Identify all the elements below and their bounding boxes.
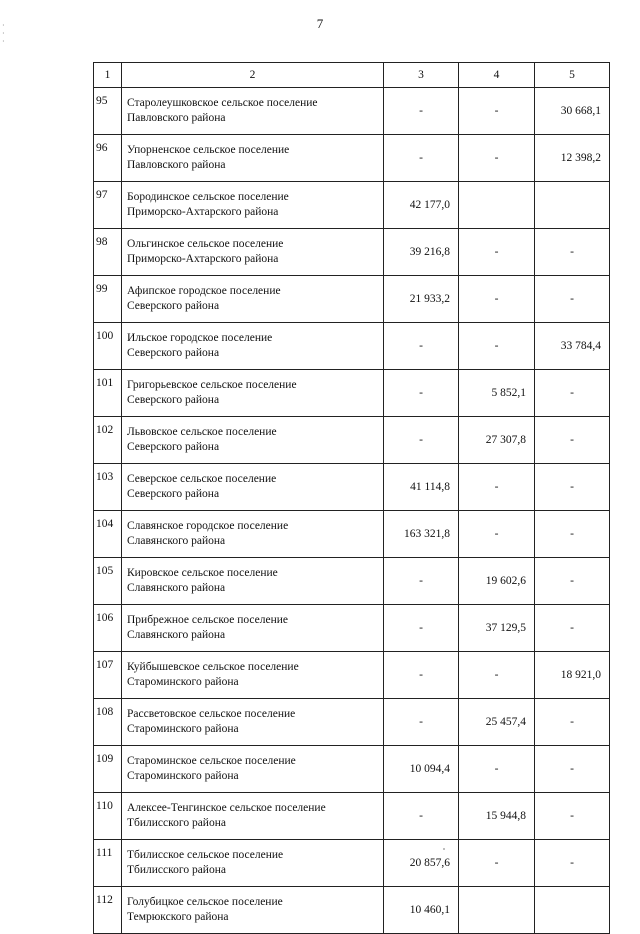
page-number: 7 xyxy=(316,16,324,31)
settlement-name-line2: Славянского района xyxy=(127,582,226,594)
settlement-name-line1: Григорьевское сельское поселение xyxy=(127,379,297,391)
scan-speck xyxy=(443,848,445,850)
value-col4: - xyxy=(459,88,535,135)
settlement-name-line1: Тбилисское сельское поселение xyxy=(127,849,284,861)
value-col5: - xyxy=(535,417,610,464)
settlement-name-line2: Павловского района xyxy=(127,159,226,171)
row-number: 98 xyxy=(94,229,122,276)
row-number: 111 xyxy=(94,840,122,887)
row-number: 108 xyxy=(94,699,122,746)
value-col4: 19 602,6 xyxy=(459,558,535,605)
settlement-name xyxy=(122,511,384,558)
settlement-name xyxy=(122,135,384,182)
value-col5: 30 668,1 xyxy=(535,88,610,135)
settlement-name-line1: Старолеушковское сельское поселение xyxy=(127,97,318,109)
value-col4: 27 307,8 xyxy=(459,417,535,464)
row-number: 100 xyxy=(94,323,122,370)
value-col5: 12 398,2 xyxy=(535,135,610,182)
row-number: 96 xyxy=(94,135,122,182)
value-col5: - xyxy=(535,746,610,793)
table-row xyxy=(94,511,610,558)
settlement-name xyxy=(122,558,384,605)
value-col4: - xyxy=(459,511,535,558)
settlement-name-line1: Рассветовское сельское поселение xyxy=(127,708,296,720)
table-row xyxy=(94,370,610,417)
settlement-name-line2: Приморско-Ахтарского района xyxy=(127,206,279,218)
settlement-name-line1: Куйбышевское сельское поселение xyxy=(127,661,299,673)
column-header: 5 xyxy=(535,63,610,88)
row-number: 99 xyxy=(94,276,122,323)
settlement-name-line1: Алексее-Тенгинское сельское поселение xyxy=(127,802,326,814)
table-row xyxy=(94,323,610,370)
value-col4: 37 129,5 xyxy=(459,605,535,652)
value-col4: 5 852,1 xyxy=(459,370,535,417)
value-col3: - xyxy=(384,558,459,605)
value-col4: 15 944,8 xyxy=(459,793,535,840)
value-col3: 10 460,1 xyxy=(384,887,459,934)
row-number: 103 xyxy=(94,464,122,511)
table-row xyxy=(94,746,610,793)
value-col5: - xyxy=(535,276,610,323)
settlement-name-line2: Павловского района xyxy=(127,112,226,124)
row-number: 102 xyxy=(94,417,122,464)
column-header: 2 xyxy=(122,63,384,88)
value-col5 xyxy=(535,887,610,934)
value-col4 xyxy=(459,182,535,229)
settlement-name xyxy=(122,182,384,229)
settlement-name-line1: Прибрежное сельское поселение xyxy=(127,614,288,626)
row-number: 95 xyxy=(94,88,122,135)
settlement-name-line2: Северского района xyxy=(127,441,220,453)
row-number: 109 xyxy=(94,746,122,793)
settlement-name xyxy=(122,699,384,746)
settlement-name-line2: Славянского района xyxy=(127,629,226,641)
table-row xyxy=(94,229,610,276)
column-header: 3 xyxy=(384,63,459,88)
value-col3: 163 321,8 xyxy=(384,511,459,558)
settlement-name-line1: Славянское городское поселение xyxy=(127,520,289,532)
value-col5: - xyxy=(535,464,610,511)
table-row xyxy=(94,276,610,323)
table-row xyxy=(94,417,610,464)
row-number: 112 xyxy=(94,887,122,934)
column-header: 1 xyxy=(94,63,122,88)
settlement-name-line1: Староминское сельское поселение xyxy=(127,755,296,767)
table-row xyxy=(94,652,610,699)
settlement-name xyxy=(122,746,384,793)
settlement-name-line1: Бородинское сельское поселение xyxy=(127,191,289,203)
settlement-name-line1: Северское сельское поселение xyxy=(127,473,277,485)
value-col3: - xyxy=(384,88,459,135)
settlement-name xyxy=(122,652,384,699)
settlement-name-line1: Ольгинское сельское поселение xyxy=(127,238,284,250)
value-col3: 21 933,2 xyxy=(384,276,459,323)
settlement-name-line2: Тбилисского района xyxy=(127,817,226,829)
value-col3: - xyxy=(384,323,459,370)
settlement-name-line2: Староминского района xyxy=(127,723,239,735)
settlement-name-line2: Тбилисского района xyxy=(127,864,226,876)
value-col5: - xyxy=(535,229,610,276)
settlement-name xyxy=(122,464,384,511)
table-row xyxy=(94,135,610,182)
value-col4: - xyxy=(459,323,535,370)
settlement-name xyxy=(122,370,384,417)
margin-mark: · · · xyxy=(2,21,5,46)
value-col3: - xyxy=(384,370,459,417)
value-col3: - xyxy=(384,699,459,746)
value-col5 xyxy=(535,182,610,229)
settlement-name-line1: Ильское городское поселение xyxy=(127,332,273,344)
value-col5: - xyxy=(535,840,610,887)
row-number: 110 xyxy=(94,793,122,840)
settlement-name-line2: Славянского района xyxy=(127,535,226,547)
value-col5: - xyxy=(535,370,610,417)
value-col3: 39 216,8 xyxy=(384,229,459,276)
value-col3: - xyxy=(384,135,459,182)
value-col4: - xyxy=(459,135,535,182)
value-col3: - xyxy=(384,793,459,840)
table-row xyxy=(94,464,610,511)
row-number: 104 xyxy=(94,511,122,558)
value-col4: - xyxy=(459,464,535,511)
value-col4: - xyxy=(459,652,535,699)
column-header: 4 xyxy=(459,63,535,88)
settlement-name xyxy=(122,793,384,840)
table-row xyxy=(94,88,610,135)
settlement-name xyxy=(122,887,384,934)
settlement-name xyxy=(122,229,384,276)
settlement-name-line1: Голубицкое сельское поселение xyxy=(127,896,283,908)
settlement-name xyxy=(122,417,384,464)
header-row xyxy=(94,63,610,88)
value-col3: - xyxy=(384,652,459,699)
settlement-name-line2: Северского района xyxy=(127,347,220,359)
table-row xyxy=(94,793,610,840)
value-col3: - xyxy=(384,605,459,652)
table-row xyxy=(94,840,610,887)
settlement-name-line2: Северского района xyxy=(127,300,220,312)
row-number: 97 xyxy=(94,182,122,229)
settlements-table xyxy=(93,62,610,934)
settlement-name-line2: Северского района xyxy=(127,488,220,500)
settlement-name xyxy=(122,605,384,652)
settlement-name-line2: Темрюкского района xyxy=(127,911,229,923)
row-number: 106 xyxy=(94,605,122,652)
settlement-name xyxy=(122,88,384,135)
value-col4: - xyxy=(459,840,535,887)
value-col4: 25 457,4 xyxy=(459,699,535,746)
value-col5: - xyxy=(535,793,610,840)
value-col3: 10 094,4 xyxy=(384,746,459,793)
value-col3: 41 114,8 xyxy=(384,464,459,511)
row-number: 105 xyxy=(94,558,122,605)
table-row xyxy=(94,699,610,746)
settlement-name-line2: Староминского района xyxy=(127,676,239,688)
settlement-name-line1: Львовское сельское поселение xyxy=(127,426,277,438)
value-col5: 18 921,0 xyxy=(535,652,610,699)
value-col4: - xyxy=(459,276,535,323)
value-col5: - xyxy=(535,558,610,605)
table-row xyxy=(94,182,610,229)
settlement-name-line1: Упорненское сельское поселение xyxy=(127,144,290,156)
settlement-name-line1: Афипское городское поселение xyxy=(127,285,281,297)
value-col3: 42 177,0 xyxy=(384,182,459,229)
value-col5: - xyxy=(535,511,610,558)
row-number: 101 xyxy=(94,370,122,417)
table-row xyxy=(94,605,610,652)
table-row xyxy=(94,558,610,605)
settlement-name xyxy=(122,276,384,323)
value-col4 xyxy=(459,887,535,934)
table-row xyxy=(94,887,610,934)
settlement-name xyxy=(122,840,384,887)
value-col3: - xyxy=(384,417,459,464)
value-col5: - xyxy=(535,605,610,652)
settlement-name-line2: Приморско-Ахтарского района xyxy=(127,253,279,265)
value-col4: - xyxy=(459,229,535,276)
value-col3: 20 857,6 xyxy=(384,840,459,887)
settlement-name-line1: Кировское сельское поселение xyxy=(127,567,278,579)
value-col5: - xyxy=(535,699,610,746)
settlement-name xyxy=(122,323,384,370)
value-col5: 33 784,4 xyxy=(535,323,610,370)
row-number: 107 xyxy=(94,652,122,699)
value-col4: - xyxy=(459,746,535,793)
settlement-name-line2: Староминского района xyxy=(127,770,239,782)
settlement-name-line2: Северского района xyxy=(127,394,220,406)
